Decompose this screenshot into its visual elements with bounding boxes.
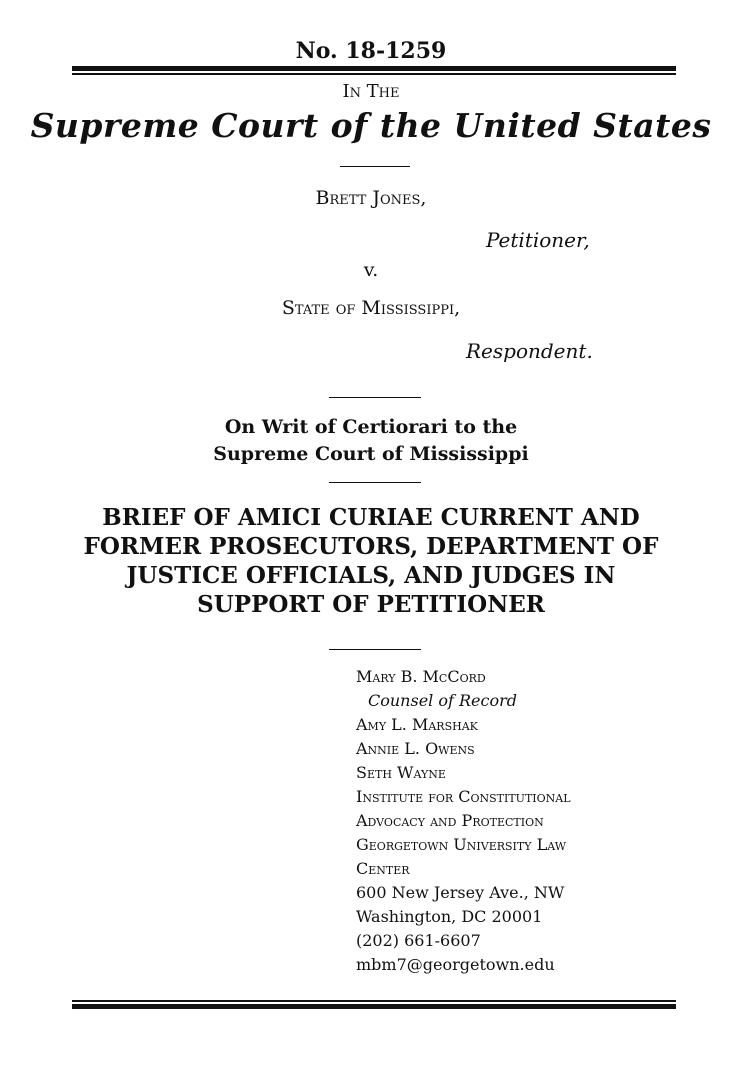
address-line: Washington, DC 20001	[356, 907, 543, 926]
docket-number: No. 18-1259	[295, 38, 447, 64]
petitioner-role: Petitioner,	[486, 228, 590, 252]
brief-title-line-3: JUSTICE OFFICIALS, AND JUDGES IN	[126, 562, 616, 589]
brief-title-line-2: FORMER PROSECUTORS, DEPARTMENT OF	[83, 533, 659, 560]
divider-1	[340, 166, 410, 167]
counsel-block	[356, 665, 571, 977]
counsel-name: Annie L. Owens	[356, 739, 475, 758]
bottom-rule-thin	[72, 1000, 676, 1002]
brief-title	[62, 503, 680, 619]
phone-line: (202) 661-6607	[356, 931, 481, 950]
writ-line-1: On Writ of Certiorari to the	[224, 416, 518, 438]
counsel-name: Amy L. Marshak	[356, 715, 478, 734]
org-line: Institute for Constitutional	[356, 787, 571, 806]
brief-title-line-4: SUPPORT OF PETITIONER	[197, 591, 545, 618]
top-rule-thin	[72, 73, 676, 75]
address-line: 600 New Jersey Ave., NW	[356, 883, 565, 902]
email-line: mbm7@georgetown.edu	[356, 955, 555, 974]
divider-3	[329, 482, 421, 483]
counsel-name: Seth Wayne	[356, 763, 446, 782]
brief-title-line-1: BRIEF OF AMICI CURIAE CURRENT AND	[102, 504, 640, 531]
writ-statement	[0, 414, 742, 468]
versus: v.	[363, 259, 379, 281]
org-line: Center	[356, 859, 410, 878]
petitioner-name: Brett Jones,	[315, 187, 427, 209]
divider-2	[329, 397, 421, 398]
lead-counsel: Mary B. McCord	[356, 667, 486, 686]
org-line: Advocacy and Protection	[356, 811, 544, 830]
counsel-of-record: Counsel of Record	[368, 691, 518, 710]
respondent-role: Respondent.	[466, 339, 593, 363]
court-name: Supreme Court of the United States	[30, 106, 712, 145]
respondent-name: State of Mississippi,	[281, 297, 461, 319]
in-the-label: In The	[342, 81, 400, 102]
divider-4	[329, 649, 421, 650]
top-rule-thick	[72, 66, 676, 71]
bottom-rule-thick	[72, 1004, 676, 1009]
writ-line-2: Supreme Court of Mississippi	[213, 443, 529, 465]
org-line: Georgetown University Law	[356, 835, 567, 854]
